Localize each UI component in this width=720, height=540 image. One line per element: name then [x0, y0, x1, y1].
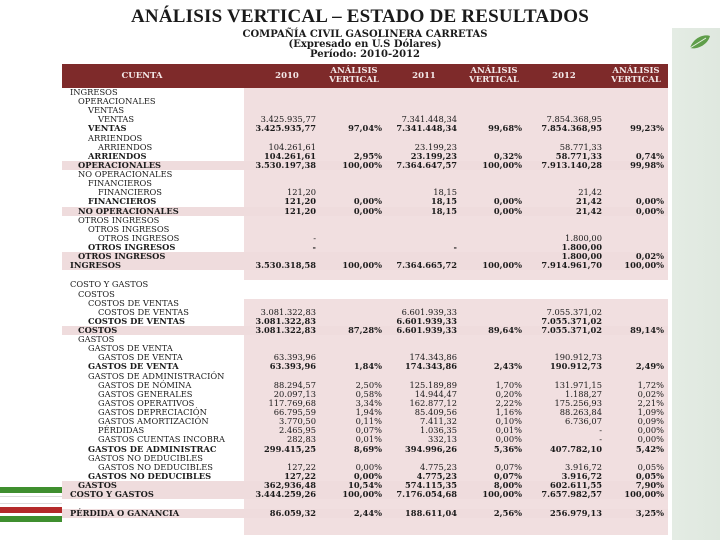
value-2011: 6.601.939,33	[401, 306, 457, 317]
value-2010: 2.465,95	[279, 425, 316, 436]
value-2011: 6.601.939,33	[396, 325, 457, 335]
row-label: GASTOS DE ADMINISTRACIÓN	[88, 370, 225, 381]
vertical-2011: 2,43%	[493, 361, 522, 372]
value-2010: -	[313, 232, 316, 243]
right-decorative-strip	[668, 28, 720, 540]
vertical-2011: 100,00%	[482, 489, 522, 500]
value-2010: 3.425.935,77	[260, 114, 316, 125]
value-2011: 23.199,23	[414, 141, 457, 152]
vertical-2010: 0,01%	[355, 434, 382, 445]
header-2010: 2010	[275, 71, 299, 81]
vertical-2011: 2,22%	[495, 397, 522, 408]
vertical-2011: 8,00%	[493, 480, 522, 491]
row-label: INGRESOS	[70, 87, 118, 97]
row-label: GASTOS OPERATIVOS	[98, 397, 195, 408]
value-2011: 18,15	[431, 205, 457, 216]
value-2012: 190.912,73	[554, 352, 602, 363]
row-label: GASTOS CUENTAS INCOBRA	[98, 434, 226, 445]
vertical-2012: 0,00%	[635, 205, 664, 216]
vertical-2010: 0,07%	[355, 425, 382, 436]
value-2012: 21,42	[576, 196, 602, 207]
value-2010: 3.081.322,83	[255, 325, 316, 335]
vertical-2010: 97,04%	[348, 123, 382, 134]
vertical-2010: 0,00%	[353, 470, 382, 481]
vertical-2011: 0,00%	[493, 205, 522, 216]
row-label: OTROS INGRESOS	[78, 251, 166, 262]
row-label: COSTOS DE VENTAS	[98, 306, 189, 317]
vertical-2010: 0,00%	[355, 461, 382, 472]
row-label: ARRIENDOS	[88, 132, 143, 143]
value-2010: 66.795,59	[273, 407, 316, 418]
value-2011: 23.199,23	[410, 150, 457, 161]
value-2010: 127,22	[286, 461, 316, 472]
value-2011: 125.189,89	[409, 379, 457, 390]
value-2011: 6.601.939,33	[396, 315, 457, 326]
leaf-icon	[688, 34, 712, 50]
left-margin	[0, 28, 62, 540]
value-2010: 127,22	[284, 470, 316, 481]
vertical-2012: 1,09%	[637, 407, 664, 418]
vertical-2012: 2,21%	[637, 397, 664, 408]
value-2012: 7.657.982,57	[541, 489, 602, 500]
vertical-2011: 99,68%	[488, 123, 522, 134]
row-label: COSTO Y GASTOS	[70, 489, 154, 500]
value-2011: 188.611,04	[405, 508, 457, 519]
vertical-2011: 0,20%	[495, 388, 522, 399]
value-2011: 85.409,56	[414, 407, 457, 418]
value-2010: 299.415,25	[264, 443, 316, 454]
value-2011: 7.411,32	[420, 416, 457, 427]
company-name: COMPAÑÍA CIVIL GASOLINERA CARRETAS	[242, 29, 488, 40]
vertical-2010: 8,69%	[353, 443, 382, 454]
vertical-2012: 3,25%	[635, 508, 664, 519]
row-label: VENTAS	[98, 114, 135, 125]
value-2010: 3.425.935,77	[255, 123, 316, 134]
income-statement-sheet	[62, 28, 668, 540]
value-2010: 362,936,48	[264, 480, 316, 491]
value-2011: 7.176.054,68	[396, 489, 457, 500]
row-label: COSTOS	[78, 325, 118, 335]
value-2011: 7.364.647,57	[396, 159, 457, 170]
vertical-2010: 0,00%	[353, 196, 382, 207]
value-2011: 4.775,23	[416, 470, 457, 481]
row-label: GASTOS GENERALES	[98, 388, 193, 399]
vertical-2011: 1,70%	[495, 379, 522, 390]
value-2010: 3.444.259,26	[255, 489, 316, 500]
vertical-2011: 1,16%	[495, 407, 522, 418]
header-av-2010: ANÁLISIS VERTICAL	[329, 66, 379, 85]
vertical-2010: 3,34%	[355, 397, 382, 408]
value-2012: 175.256,93	[554, 397, 602, 408]
value-2012: 7.055.371,02	[546, 306, 602, 317]
vertical-2012: 89,14%	[630, 325, 664, 335]
header-av-2012: ANÁLISIS VERTICAL	[611, 66, 661, 85]
row-label: GASTOS NO DEDUCIBLES	[98, 461, 213, 472]
vertical-2011: 100,00%	[482, 260, 522, 271]
value-2010: 86.059,32	[269, 508, 316, 519]
row-label: GASTOS NO DEDUCIBLES	[88, 452, 203, 463]
value-2010: -	[312, 242, 316, 253]
row-label: FINANCIEROS	[98, 187, 162, 198]
row-label: OTROS INGRESOS	[98, 232, 180, 243]
value-2010: 63.393,96	[273, 352, 316, 363]
statement-row	[62, 97, 668, 106]
value-2012: 1.800,00	[565, 232, 602, 243]
vertical-2012: 0,02%	[635, 251, 664, 262]
value-2010: 117.769,68	[268, 397, 316, 408]
period-label: Período: 2010-2012	[310, 49, 420, 60]
row-label: OTROS INGRESOS	[88, 242, 176, 253]
value-2010: 121,20	[284, 196, 316, 207]
vertical-2011: 0,07%	[495, 461, 522, 472]
value-2012: 58.771,33	[555, 150, 602, 161]
vertical-2012: 0,00%	[635, 196, 664, 207]
value-2012: 1.800,00	[561, 242, 602, 253]
value-2010: 104.261,61	[268, 141, 316, 152]
row-label: ARRIENDOS	[88, 150, 147, 161]
header-cuenta: CUENTA	[121, 71, 163, 81]
value-2010: 88.294,57	[273, 379, 316, 390]
value-2010: 121,20	[286, 187, 316, 198]
row-label: GASTOS DE VENTA	[98, 352, 183, 363]
row-label: PÉRDIDA O GANANCIA	[70, 508, 180, 519]
table-header	[62, 64, 668, 88]
value-2011: 7.341.448,34	[401, 114, 457, 125]
row-label: COSTOS DE VENTAS	[88, 297, 179, 308]
vertical-2012: 5,42%	[635, 443, 664, 454]
vertical-2011: 0,07%	[493, 470, 522, 481]
row-label: NO OPERACIONALES	[78, 205, 179, 216]
value-2012: -	[599, 434, 602, 445]
vertical-2012: 0,05%	[637, 461, 664, 472]
row-label: GASTOS DE NÓMINA	[98, 379, 192, 390]
value-2011: 574.115,35	[405, 480, 457, 491]
value-2012: 3.916,72	[565, 461, 602, 472]
statement-row	[62, 261, 668, 270]
row-label: GASTOS DE VENTA	[88, 361, 179, 372]
vertical-2011: 0,00%	[495, 434, 522, 445]
vertical-2012: 2,49%	[635, 361, 664, 372]
slide-title: ANÁLISIS VERTICAL – ESTADO DE RESULTADOS	[130, 6, 590, 27]
vertical-2011: 0,00%	[493, 196, 522, 207]
value-2011: 18,15	[431, 196, 457, 207]
row-label: COSTOS DE VENTAS	[88, 315, 186, 326]
value-2012: 88.263,84	[559, 407, 602, 418]
value-2012: 7.914.961,70	[541, 260, 602, 271]
value-2011: 18,15	[433, 187, 457, 198]
vertical-2011: 0,32%	[493, 150, 522, 161]
vertical-2012: 0,09%	[637, 416, 664, 427]
value-2012: 7.055.371,02	[541, 325, 602, 335]
value-2012: 6.736,07	[565, 416, 602, 427]
row-label: GASTOS	[78, 334, 115, 345]
value-2012: 21,42	[576, 205, 602, 216]
vertical-2011: 89,64%	[488, 325, 522, 335]
statement-row	[62, 280, 668, 289]
vertical-2011: 2,56%	[493, 508, 522, 519]
row-label: ARRIENDOS	[98, 141, 153, 152]
value-2010: 3.081.322,83	[260, 306, 316, 317]
vertical-2010: 2,95%	[353, 150, 382, 161]
statement-row	[62, 490, 668, 499]
statement-row	[62, 509, 668, 518]
row-label: COSTOS	[78, 288, 115, 299]
row-label: GASTOS DEPRECIACIÓN	[98, 407, 207, 418]
row-label: FINANCIEROS	[88, 178, 152, 189]
value-2012: 602.611,55	[550, 480, 602, 491]
value-2012: 7.913.140,28	[541, 159, 602, 170]
vertical-2010: 1,84%	[353, 361, 382, 372]
vertical-2010: 2,50%	[355, 379, 382, 390]
vertical-2011: 100,00%	[482, 159, 522, 170]
value-2012: 21,42	[578, 187, 602, 198]
value-2011: 394.996,26	[405, 443, 457, 454]
value-2012: 190.912,73	[550, 361, 602, 372]
row-label: FINANCIEROS	[88, 196, 157, 207]
company-heading	[62, 30, 668, 60]
value-2011: 162.877,12	[409, 397, 457, 408]
value-2011: 7.341.448,34	[396, 123, 457, 134]
vertical-2012: 0,74%	[635, 150, 664, 161]
value-2010: 3.530.318,58	[255, 260, 316, 271]
value-2010: 63.393,96	[269, 361, 316, 372]
vertical-2010: 100,00%	[342, 489, 382, 500]
vertical-2011: 0,10%	[495, 416, 522, 427]
vertical-2012: 0,00%	[637, 434, 664, 445]
row-label: GASTOS DE ADMINISTRAC	[88, 443, 217, 454]
header-2012: 2012	[552, 71, 576, 81]
row-label: OPERACIONALES	[78, 96, 156, 107]
value-2010: 121,20	[284, 205, 316, 216]
value-2011: 1.036,35	[420, 425, 457, 436]
statement-row	[62, 170, 668, 179]
vertical-2010: 0,58%	[355, 388, 382, 399]
row-label: GASTOS NO DEDUCIBLES	[88, 470, 212, 481]
vertical-2012: 99,23%	[630, 123, 664, 134]
value-2012: 407.782,10	[550, 443, 602, 454]
value-2012: 256.979,13	[550, 508, 602, 519]
vertical-2012: 1,72%	[637, 379, 664, 390]
row-label: COSTO Y GASTOS	[70, 279, 149, 290]
vertical-2012: 100,00%	[624, 260, 664, 271]
vertical-2012: 0,00%	[637, 425, 664, 436]
row-label: GASTOS	[78, 480, 117, 491]
value-2010: 3.530.197,38	[255, 159, 316, 170]
vertical-2010: 100,00%	[342, 159, 382, 170]
vertical-2011: 0,01%	[495, 425, 522, 436]
value-2011: 174.343,86	[405, 361, 457, 372]
vertical-2010: 2,44%	[353, 508, 382, 519]
row-label: NO OPERACIONALES	[78, 169, 173, 180]
vertical-2012: 7,90%	[635, 480, 664, 491]
row-label: VENTAS	[88, 105, 125, 116]
header-av-2011: ANÁLISIS VERTICAL	[469, 66, 519, 85]
vertical-2012: 99,98%	[630, 159, 664, 170]
row-label: VENTAS	[88, 123, 127, 134]
vertical-2011: 5,36%	[493, 443, 522, 454]
row-label: GASTOS DE VENTA	[88, 343, 173, 354]
value-2012: 131.971,15	[554, 379, 602, 390]
value-2010: 20.097,13	[273, 388, 316, 399]
value-2012: -	[599, 425, 602, 436]
statement-row	[62, 124, 668, 133]
row-label: OTROS INGRESOS	[78, 214, 160, 225]
value-2012: 3.916,72	[561, 470, 602, 481]
vertical-2010: 10,54%	[348, 480, 382, 491]
vertical-2012: 100,00%	[624, 489, 664, 500]
value-2012: 58.771,33	[559, 141, 602, 152]
vertical-2010: 87,28%	[348, 325, 382, 335]
value-2011: 14.944,47	[414, 388, 457, 399]
vertical-2010: 100,00%	[342, 260, 382, 271]
value-2010: 282,83	[286, 434, 316, 445]
row-label: OTROS INGRESOS	[88, 223, 170, 234]
value-2012: 7.055.371,02	[541, 315, 602, 326]
value-2011: 332,13	[427, 434, 457, 445]
vertical-2010: 0,00%	[353, 205, 382, 216]
value-2011: 174.343,86	[409, 352, 457, 363]
vertical-2012: 0,05%	[635, 470, 664, 481]
currency-note: (Expresado en U.S Dólares)	[288, 39, 442, 50]
decorative-stripes	[0, 487, 62, 540]
value-2012: 1.188,27	[565, 388, 602, 399]
value-2011: 7.364.665,72	[396, 260, 457, 271]
value-2011: -	[453, 242, 457, 253]
statement-row	[62, 326, 668, 335]
value-2010: 3.770,50	[279, 416, 316, 427]
vertical-2010: 1,94%	[355, 407, 382, 418]
row-label: PÉRDIDAS	[98, 425, 145, 436]
header-2011: 2011	[412, 71, 436, 81]
value-2012: 1.800,00	[561, 251, 602, 262]
vertical-2010: 0,11%	[355, 416, 382, 427]
row-label: INGRESOS	[70, 260, 121, 271]
vertical-2012: 0,02%	[637, 388, 664, 399]
value-2010: 3.081.322,83	[255, 315, 316, 326]
value-2010: 104.261,61	[264, 150, 316, 161]
value-2011: 4.775,23	[420, 461, 457, 472]
row-label: GASTOS AMORTIZACIÓN	[98, 416, 209, 427]
value-2012: 7.854.368,95	[541, 123, 602, 134]
row-label: OPERACIONALES	[78, 159, 162, 170]
value-2012: 7.854.368,95	[546, 114, 602, 125]
